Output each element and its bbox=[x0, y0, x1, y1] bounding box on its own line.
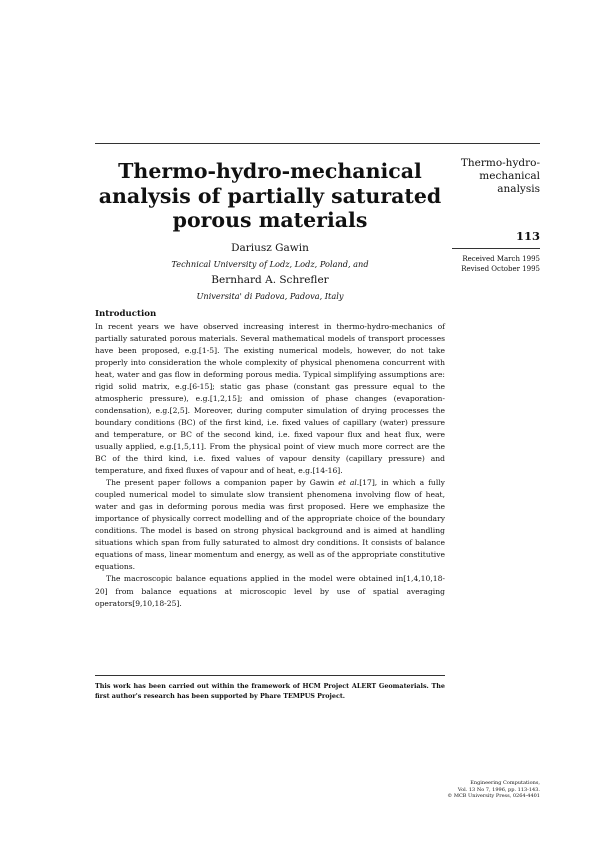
running-title-line: Thermo-hydro- bbox=[460, 157, 540, 169]
publication-line: Engineering Computations, bbox=[470, 780, 540, 786]
title-line: porous materials bbox=[172, 208, 368, 232]
running-title-line: mechanical bbox=[479, 170, 540, 182]
sidebar-rule bbox=[452, 248, 540, 249]
body-paragraph: The macroscopic balance equations applied in the model were obtained in[1,4,10,18-20] from balance equations at microscopic level by use of spatial averaging operators[9,10,18-25]. bbox=[95, 574, 445, 608]
publication-line: Vol. 13 No 7, 1996, pp. 113-143. bbox=[457, 786, 540, 793]
paragraph-text: [17], in which a fully coupled numerical model to simulate slow transient phenomena involving flow of heat, water and gas in deforming porous media was first proposed. Here we emphasize the importance of physically correct modelling and of the appropriate choice of the boundary conditions. The model is based on strong physical background and is aimed at handling situations which span from fully saturated to almost dry conditions. It consists of balance equations of mass, linear momentum and energy, as well as of the appropriate constitutive equations. bbox=[95, 478, 445, 572]
paragraph-emphasis: et al. bbox=[338, 478, 360, 488]
author-name: Dariusz Gawin bbox=[231, 241, 309, 254]
running-title-line: analysis bbox=[497, 183, 540, 195]
footnote: This work has been carried out within the framework of HCM Project ALERT Geomaterials. The first author's research has been supported by Phare TEMPUS Project. bbox=[95, 682, 445, 700]
received-date: Received March 1995 bbox=[462, 255, 540, 263]
author-affiliation: Universita' di Padova, Padova, Italy bbox=[196, 290, 344, 301]
body-paragraph bbox=[95, 477, 445, 573]
body-paragraph: In recent years we have observed increasing interest in thermo-hydro-mechanics of partially saturated porous materials. Several mathematical models of transport processes have been proposed, e.g.[1-5]. The existing numerical models, however, do not take properly into consideration the whole complexity of physical phenomena concurrent with heat, water and gas flow in deforming porous media. Typical simplifying assumptions are: rigid solid matrix, e.g.[6-15]; static gas phase (constant gas pressure equal to the atmospheric pressure), e.g.[1,2,15]; and omission of phase changes (evaporation-condensation), e.g.[2,5]. Moreover, during computer simulation of drying processes the boundary conditions (BC) of the first kind, i.e. fixed values of capillary (water) pressure and temperature, or BC of the second kind, i.e. fixed vapour flux and heat flux, were usually applied, e.g.[1,5,11]. From the physical point of view much more correct are the BC of the third kind, i.e. fixed values of vapour density (capillary pressure) and temperature, and fixed fluxes of vapour and of heat, e.g.[14-16]. bbox=[95, 321, 445, 476]
submission-dates bbox=[430, 254, 540, 274]
title-line: Thermo-hydro-mechanical bbox=[118, 159, 422, 183]
publication-line: © MCB University Press, 0264-4401 bbox=[447, 793, 540, 799]
paragraph-text: The present paper follows a companion paper by Gawin bbox=[106, 478, 339, 488]
article-body bbox=[95, 159, 445, 610]
publication-info bbox=[430, 780, 540, 800]
footnote-rule bbox=[95, 675, 445, 676]
title-line: analysis of partially saturated bbox=[98, 183, 442, 208]
article-title bbox=[95, 159, 445, 233]
top-rule bbox=[95, 143, 540, 144]
author-name: Bernhard A. Schrefler bbox=[211, 273, 329, 286]
author-affiliation: Technical University of Lodz, Lodz, Poland, and bbox=[171, 258, 369, 269]
page-number: 113 bbox=[515, 229, 540, 243]
section-heading: Introduction bbox=[95, 308, 157, 319]
revised-date: Revised October 1995 bbox=[461, 265, 540, 273]
